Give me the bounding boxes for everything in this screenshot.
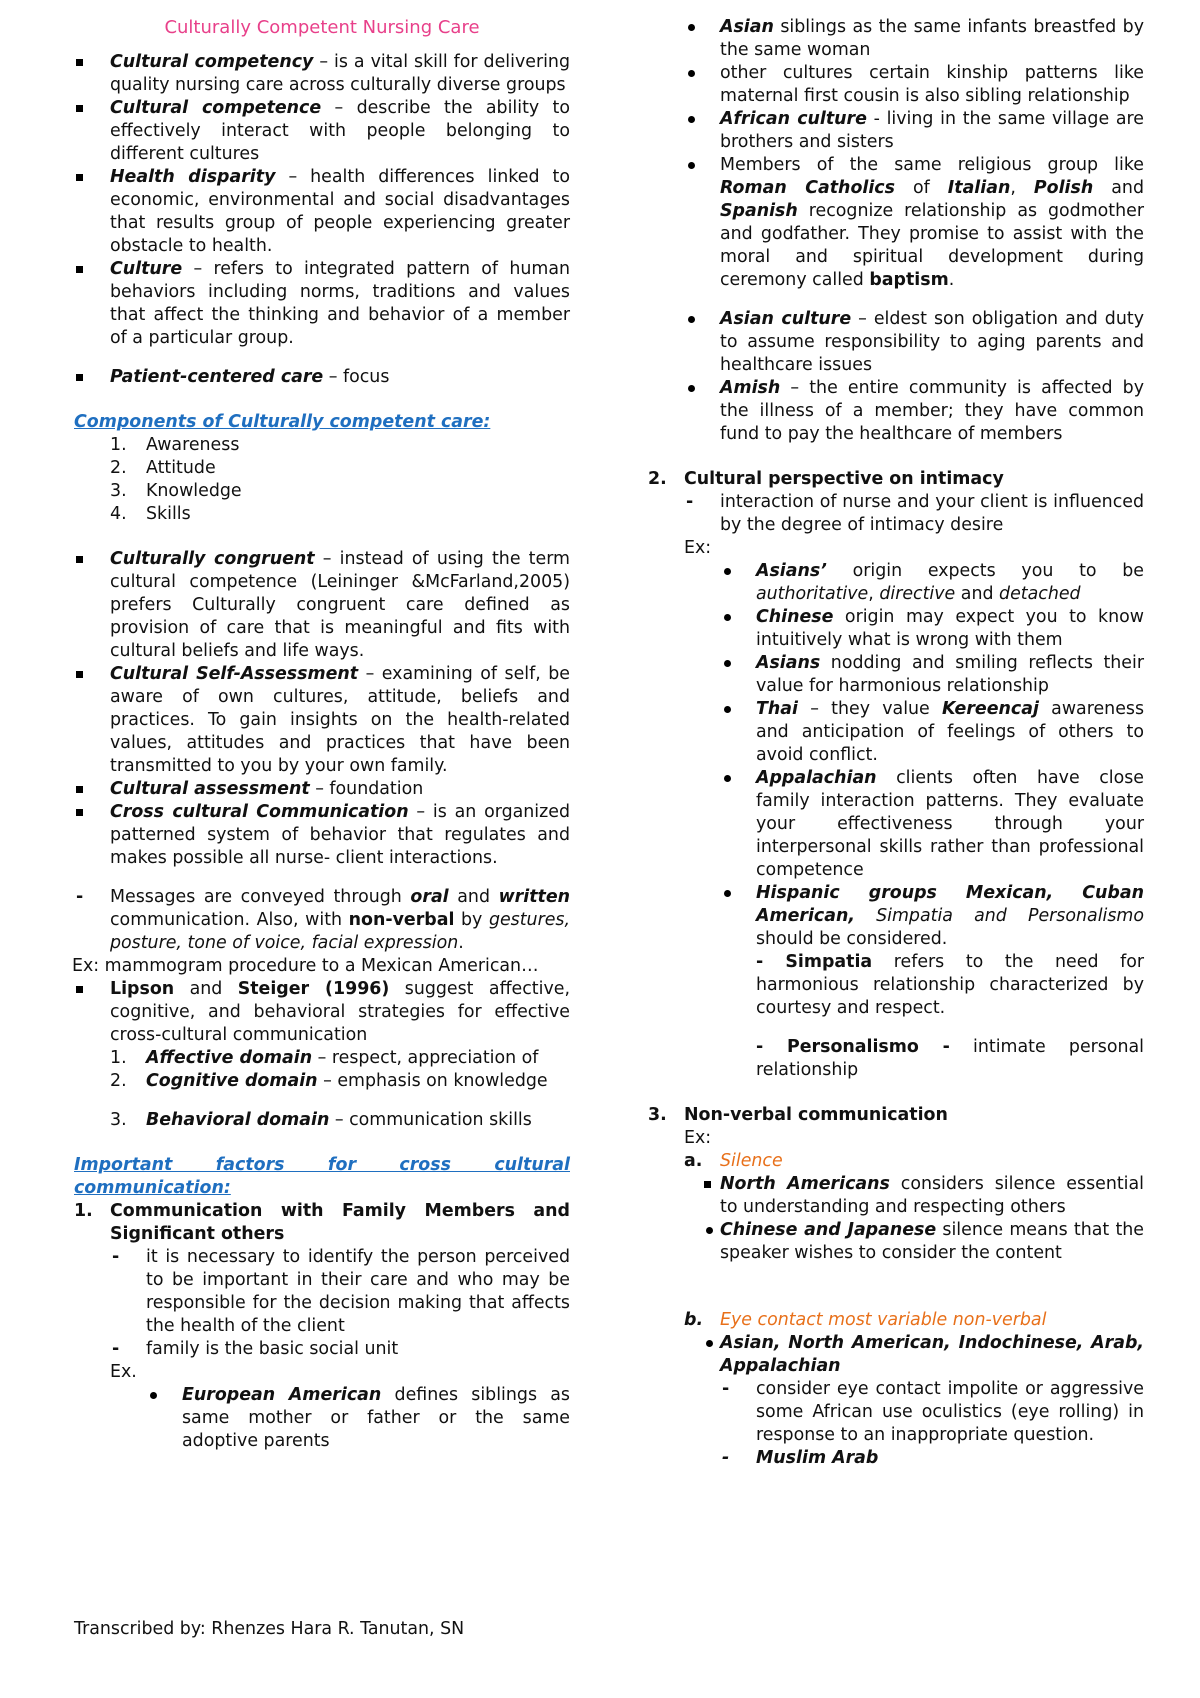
eye-contact-section: b. Eye contact most variable non-verbal Asian, North American, Indochinese, Arab, Appalachian - consider eye contact impolite or aggressive some African use oculistics (eye rolling) in response to an inappropriate question. - Muslim Arab [684,1309,1144,1470]
intimacy-bullets [720,560,1144,1082]
silence-title: Silence [720,1151,783,1171]
amish-item: Amish – the entire community is affected by the illness of a member; they have common fund to pay the healthcare of members [684,377,1144,446]
factor-3-ex: Ex: [684,1128,712,1148]
example-mammogram: Ex: mammogram procedure to a Mexican American… [72,956,539,976]
african-culture-item: African culture - living in the same village are brothers and sisters [684,108,1144,154]
factor-2-heading: Cultural perspective on intimacy [684,469,1004,489]
asian-culture-item: Asian culture – eldest son obligation and duty to assume responsibility to aging parents and healthcare issues [684,308,1144,377]
right-column [648,16,1144,1470]
component-item: 3. Knowledge [110,481,242,501]
chinese-origin-item: Chinese origin may expect you to know intuitively what is wrong with them [720,606,1144,652]
factor-2-dash: - interaction of nurse and your client is influenced by the degree of intimacy desire [684,491,1144,537]
lipson-steiger-item: Lipson and Steiger (1996) suggest affective, cognitive, and behavioral strategies for effective cross-cultural communication [74,978,570,1047]
factor-2-ex: Ex: [684,538,712,558]
components-heading: Components of Culturally competent care: [74,412,491,432]
asians-origin-item: Asians’ origin expects you to be authoritative, directive and detached [720,560,1144,606]
domain-item: 3. Behavioral domain – communication skills [110,1110,532,1130]
silence-section: a. Silence North Americans considers silence essential to understanding and respecting others Chinese and Japanese silence means that the speaker wishes to consider the content [684,1151,1144,1263]
definitions-list-2 [74,548,570,870]
factors-heading: Important factors for cross cultural communication: [74,1155,570,1198]
component-item: 1. Awareness [110,435,240,455]
hispanic-item: Hispanic groups Mexican, Cuban American, Simpatia and Personalismo should be considered. - Simpatia refers to the need for harmonious relationship characterized by courtesy and respect. - Personalismo - intimate personal relationship [720,882,1144,1082]
factor-1-bullets [146,1384,570,1453]
def-cultural-self-assessment: Cultural Self-Assessment – examining of self, be aware of own cultures, attitude, beliefs and practices. To gain insights on the health-related values, attitudes and practices that have been transmitted to you by your own family. [74,663,570,778]
domains-list [110,1047,570,1132]
def-culture: Culture – refers to integrated pattern of human behaviors including norms, traditions and values that affect the thinking and behavior of a member of a particular group. [74,258,570,350]
component-item: 4. Skills [110,504,191,524]
factor-1-dash-1: - it is necessary to identify the person perceived to be important in their care and who may be responsible for the decision making that affects the health of the client [110,1246,570,1338]
factor-3: 3. Non-verbal communication Ex: a. Silence North Americans considers silence essential to understanding and respecting others Chinese and Japanese silence means that the speaker wishes to consider the content b. Eye contact most variable non-verbal Asian, North American, Indochinese, Arab, Appalachian - consider eye contact impolite or aggressive some African use oculistics (eye rolling) in response to an inappropriate question. - Muslim Arab [648,1104,1144,1470]
def-cultural-competence: Cultural competence – describe the ability to effectively interact with people belonging to different cultures [74,97,570,166]
factor-3-heading: Non-verbal communication [684,1105,948,1125]
footer-credit: Transcribed by: Rhenzes Hara R. Tanutan, SN [74,1619,465,1639]
silence-bullets [720,1173,1144,1265]
factor-1-ex: Ex. [110,1362,137,1382]
family-bullets [684,16,1144,292]
eye-contact-bullets [720,1332,1144,1470]
page-title: Culturally Competent Nursing Care [164,17,480,38]
factor-2: 2. Cultural perspective on intimacy - interaction of nurse and your client is influenced by the degree of intimacy desire Ex: Asians’ origin expects you to be authoritative, directive and detached Chinese origin may expect you to know intuitively what is wrong with them Asians nodding and smiling reflects their value for harmonious relationship Thai – they value Kereencaj awareness and anticipation of feelings of others to avoid conflict. Appalachian clients often have close family interaction patterns. They evaluate your effectiveness through your interpersonal skills rather than professional competence Hispanic groups Mexican, Cuban American, Simpatia and Personalismo should be considered. - Simpatia refers to the need for harmonious relationship characterized by courtesy and respect. - Personalismo - intimate personal relationship [648,468,1144,1082]
asians-nodding-item: Asians nodding and smiling reflects their value for harmonious relationship [720,652,1144,698]
left-column [74,16,570,1453]
eye-contact-groups-item: Asian, North American, Indochinese, Arab, Appalachian - consider eye contact impolite or aggressive some African use oculistics (eye rolling) in response to an inappropriate question. - Muslim Arab [702,1332,1144,1470]
def-health-disparity: Health disparity – health differences linked to economic, environmental and social disadvantages that results group of people experiencing greater obstacle to health. [74,166,570,258]
european-american-item: European American defines siblings as same mother or father or the same adoptive parents [146,1384,570,1453]
def-patient-centered: Patient-centered care – focus [74,366,570,389]
component-item: 2. Attitude [110,458,216,478]
domain-item: 2. Cognitive domain – emphasis on knowledge [110,1071,548,1091]
def-cultural-assessment: Cultural assessment – foundation [74,778,570,801]
north-americans-item: North Americans considers silence essential to understanding and respecting others [702,1173,1144,1219]
eye-contact-title: Eye contact most variable non-verbal [720,1310,1047,1330]
factor-1-dash-2: - family is the basic social unit [110,1338,570,1361]
domain-item: 1. Affective domain – respect, appreciation of [110,1048,539,1068]
def-culturally-congruent: Culturally congruent – instead of using the term cultural competence (Leininger &McFarland,2005) prefers Culturally congruent care defined as provision of care that is meaningful and fits with cultural beliefs and life ways. [74,548,570,663]
factor-1: 1. Communication with Family Members and Significant others - it is necessary to identify the person perceived to be important in their care and who may be responsible for the decision making that affects the health of the client - family is the basic social unit Ex. European American defines siblings as same mother or father or the same adoptive parents [74,1200,570,1453]
messages-paragraph: - Messages are conveyed through oral and written communication. Also, with non-verbal by gestures, posture, tone of voice, facial expression. [74,886,570,955]
definitions-list [74,51,570,350]
def-cultural-competency: Cultural competency – is a vital skill for delivering quality nursing care across culturally diverse groups [74,51,570,97]
patient-centered-list [74,366,570,389]
chinese-japanese-item: Chinese and Japanese silence means that the speaker wishes to consider the content [702,1219,1144,1265]
appalachian-item: Appalachian clients often have close family interaction patterns. They evaluate your effectiveness through your interpersonal skills rather than professional competence [720,767,1144,882]
religious-group-item: Members of the same religious group like Roman Catholics of Italian, Polish and Spanish recognize relationship as godmother and godfather. They promise to assist with the moral and spiritual development during ceremony called baptism. [684,154,1144,292]
eye-contact-dash: - consider eye contact impolite or aggressive some African use oculistics (eye rolling) in response to an inappropriate question. [720,1378,1144,1447]
simpatia-text: - Simpatia refers to the need for harmonious relationship characterized by courtesy and respect. [756,952,1144,1018]
lipson-list [74,978,570,1047]
personalismo-text: - Personalismo - intimate personal relationship [756,1037,1145,1080]
components-list [110,434,570,526]
asian-siblings-item: Asian siblings as the same infants breastfed by the same woman [684,16,1144,62]
factor-1-heading: Communication with Family Members and Significant others [110,1201,570,1244]
kinship-item: other cultures certain kinship patterns like maternal first cousin is also sibling relationship [684,62,1144,108]
def-cross-cultural-communication: Cross cultural Communication – is an organized patterned system of behavior that regulates and makes possible all nurse- client interactions. [74,801,570,870]
muslim-arab-item: - Muslim Arab [720,1447,1144,1470]
thai-item: Thai – they value Kereencaj awareness and anticipation of feelings of others to avoid conflict. [720,698,1144,767]
family-bullets-2 [684,308,1144,446]
